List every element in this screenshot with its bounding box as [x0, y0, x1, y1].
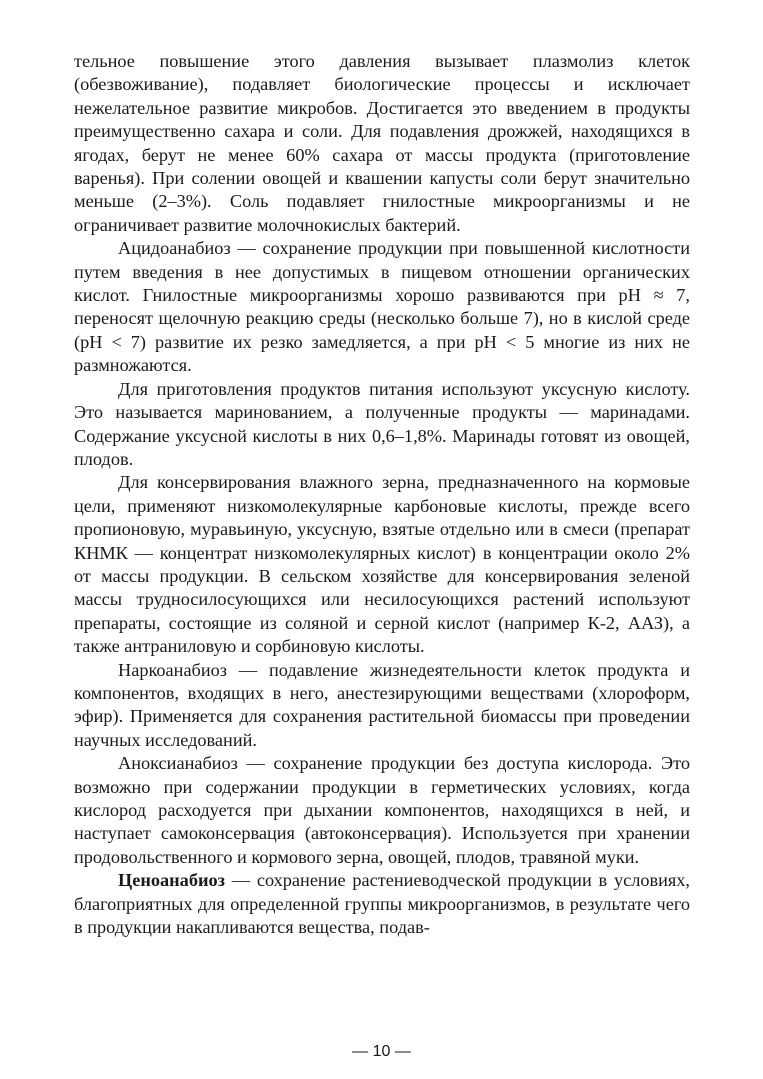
paragraph-plasmolysis: тельное повышение этого давления вызывает плазмолиз клеток (обезвоживание), подавляет биологические процессы и исключает нежелательное развитие микробов. Достигается это введением в продукты преимущественно сахара и соли. Для подавления дрожжей, находящихся в ягодах, берут не менее 60% сахара от массы продукта (приготовление варенья). При солении овощей и квашении капусты соли берут значительно меньше (2–3%). Соль подавляет гнилостные микроорганизмы и не ограничивает развитие молочнокислых бактерий. — [74, 51, 690, 235]
page-number: — 10 — — [352, 1043, 411, 1060]
paragraph-grain-preservation: Для консервирования влажного зерна, предназначенного на кормовые цели, применяют низкомолекулярные карбоновые кислоты, прежде всего пропионовую, муравьиную, уксусную, взятые отдельно или в смеси (препарат КНМК — концентрат низкомолекулярных кислот) в концентрации около 2% от массы продукции. В сельском хозяйстве для консервирования зеленой массы трудносилосующихся или несилосующихся растений используют препараты, состоящие из соляной и серной кислот (например К-2, ААЗ), а также антраниловую и сорбиновую кислоты. — [74, 472, 690, 657]
page-body — [74, 50, 690, 939]
paragraph-marinating: Для приготовления продуктов питания используют уксусную кислоту. Это называется маринованием, а полученные продукты — маринадами. Содержание уксусной кислоты в них 0,6–1,8%. Маринады готовят из овощей, плодов. — [74, 378, 690, 469]
term-cenoanabiosis: Ценоанабиоз — [118, 870, 225, 891]
paragraph-cenoanabiosis-text: — сохранение растениеводческой продукции в условиях, благоприятных для определенной группы микроорганизмов, в результате чего в продукции накапливаются вещества, подав- — [74, 870, 690, 938]
paragraph-cenoanabiosis — [74, 869, 690, 939]
paragraph-narcoanabiosis: Наркоанабиоз — подавление жизнедеятельности клеток продукта и компонентов, входящих в него, анестезирующими веществами (хлороформ, эфир). Применяется для сохранения растительной биомассы при проведении научных исследований. — [74, 659, 690, 750]
paragraph-anoxianabiosis: Аноксианабиоз — сохранение продукции без доступа кислорода. Это возможно при содержании продукции в герметических условиях, когда кислород расходуется при дыхании компонентов, находящихся в ней, и наступает самоконсервация (автоконсервация). Используется при хранении продовольственного и кормового зерна, овощей, плодов, травяной муки. — [74, 753, 690, 867]
paragraph-acidoanabiosis: Ацидоанабиоз — сохранение продукции при повышенной кислотности путем введения в нее допустимых в пищевом отношении органических кислот. Гнилостные микроорганизмы хорошо развиваются при pH ≈ 7, переносят щелочную реакцию среды (несколько больше 7), но в кислой среде (pH < 7) развитие их резко замедляется, а при pH < 5 многие из них не размножаются. — [74, 238, 690, 376]
